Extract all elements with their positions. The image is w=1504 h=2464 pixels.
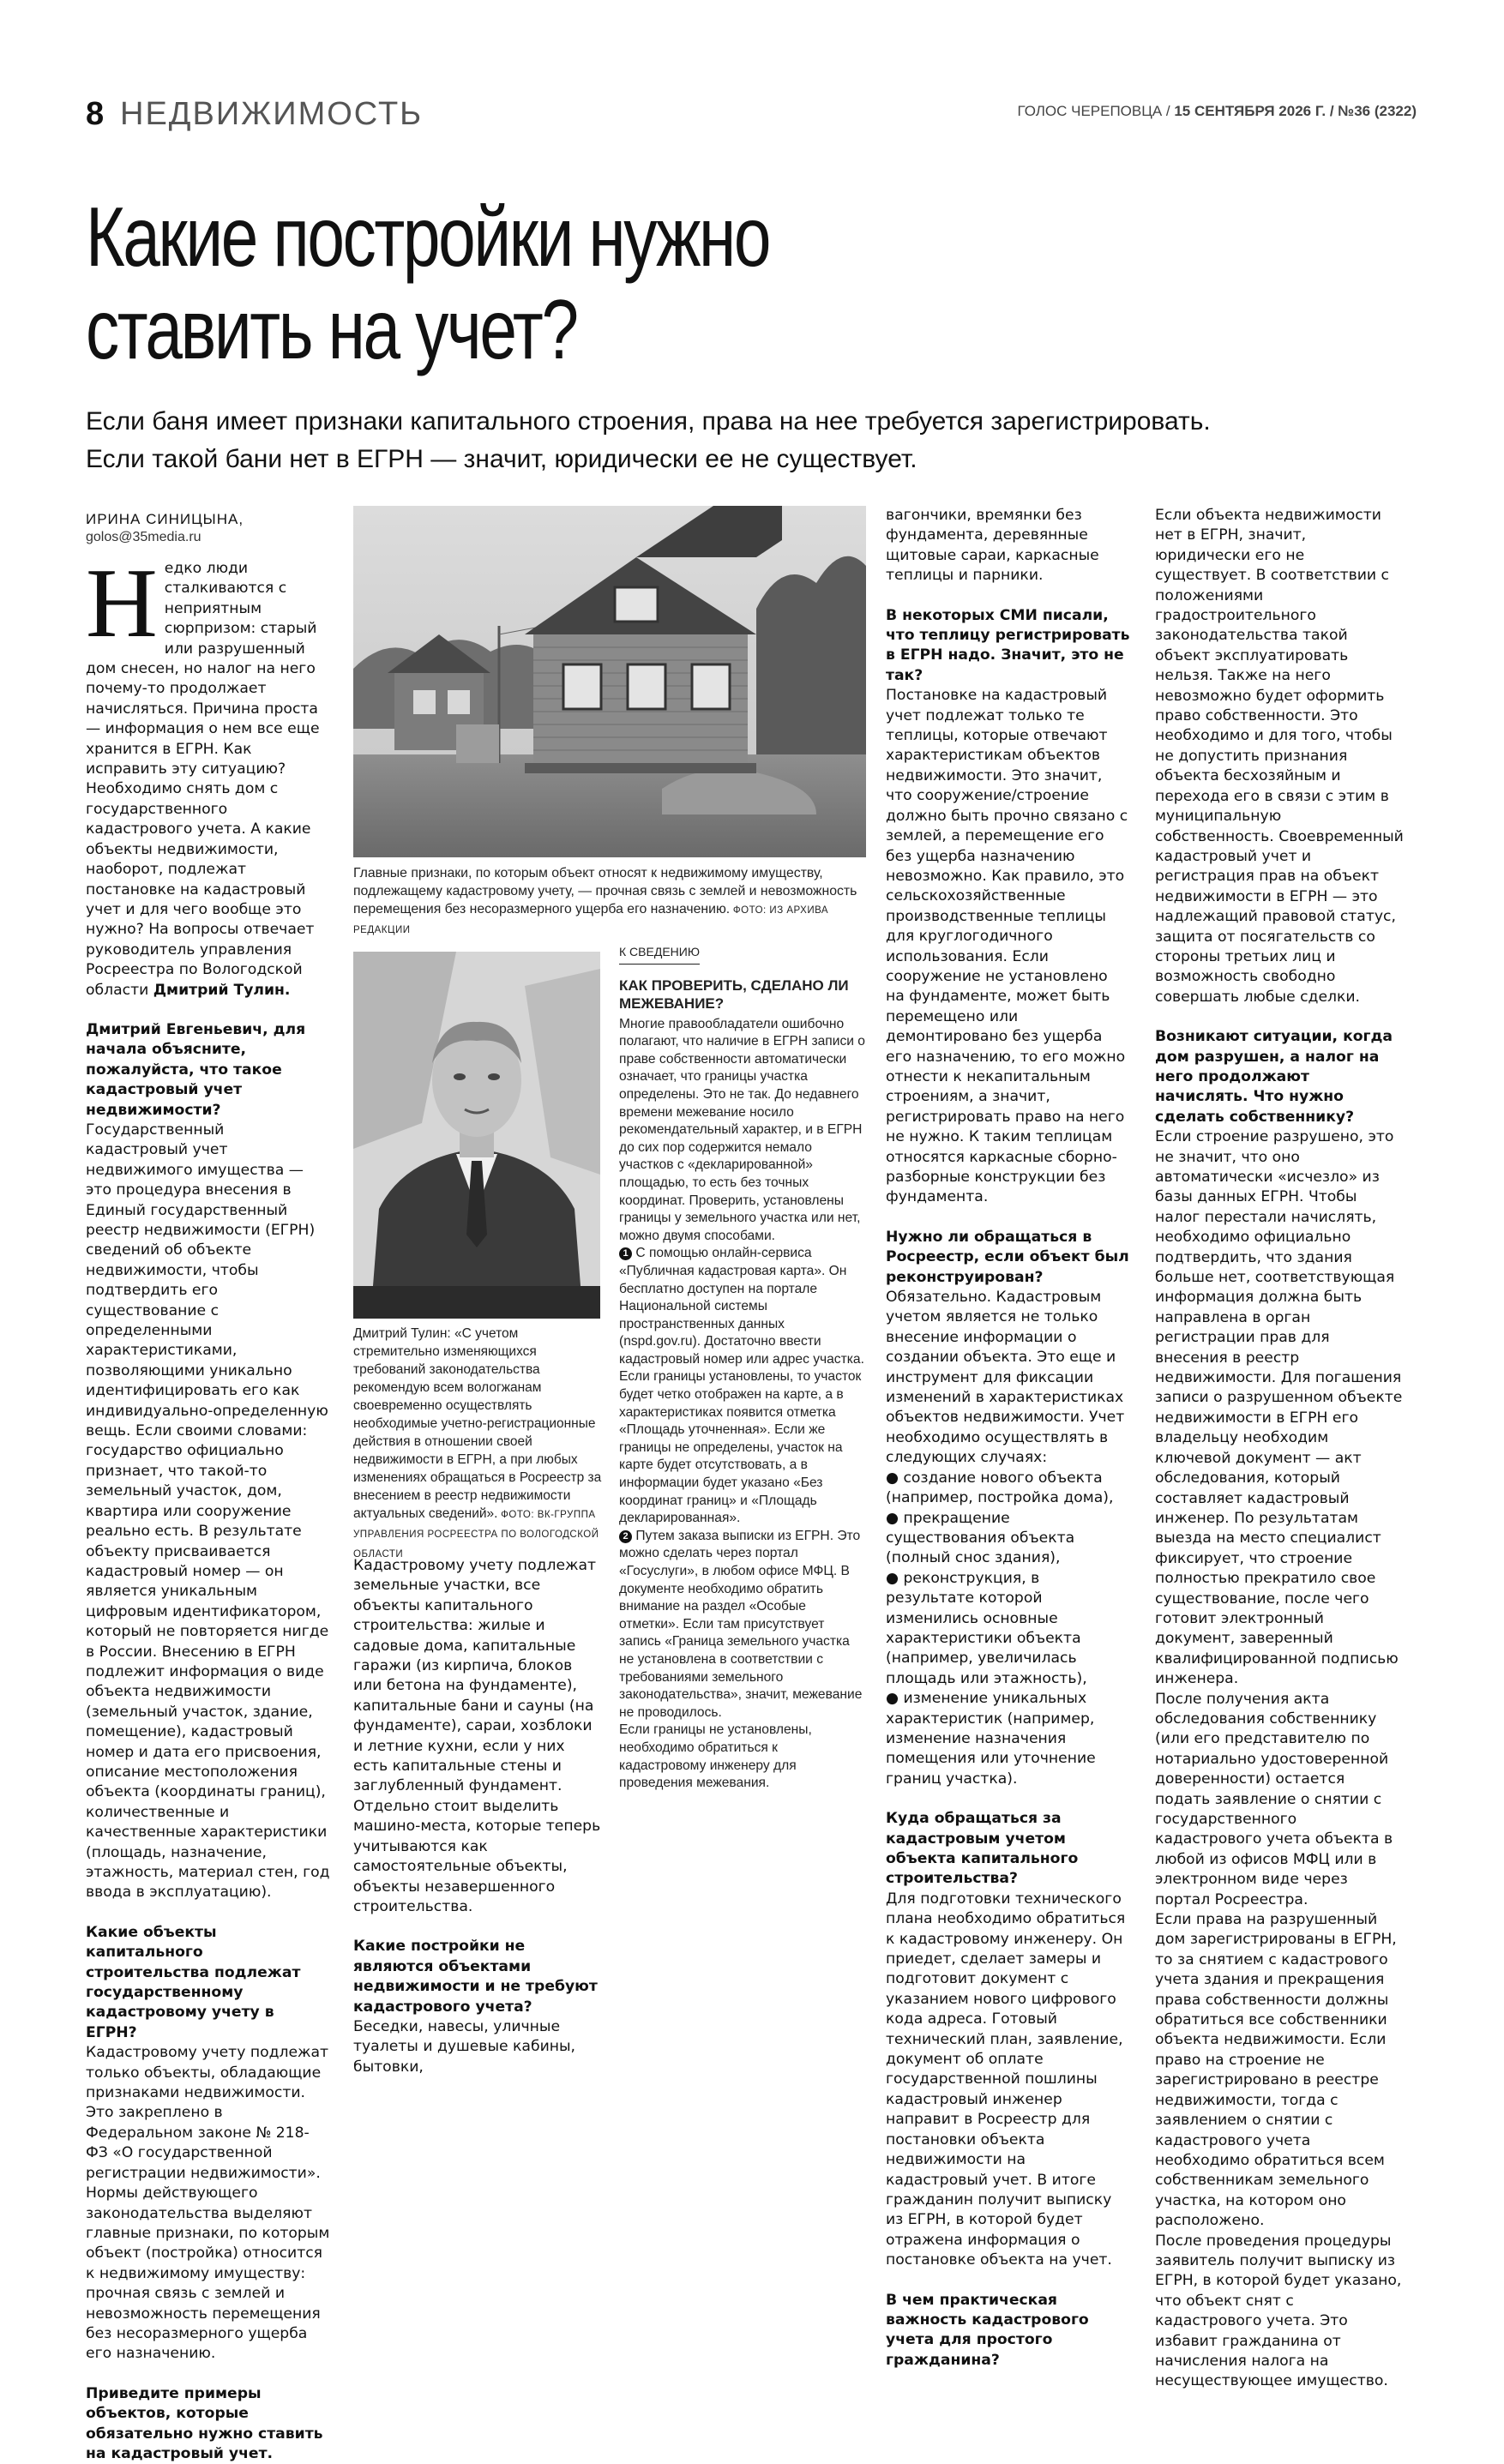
number-marker: 1: [619, 1247, 632, 1260]
question: Нужно ли обращаться в Росреестр, если объект был реконструирован?: [886, 1228, 1129, 1286]
answer: После проведения процедуры заявитель получит выписку из ЕГРН, в которой будет указано, что объект снят с кадастрового учета. Это избавит гражданина от начисления налога на несуществующее имущество.: [1155, 2232, 1402, 2390]
bullet-item: ● изменение уникальных характеристик (например, изменение назначения помещения или уточнение границ участка).: [886, 1690, 1096, 1788]
publication-info: [1017, 103, 1417, 120]
photo-credit: ФОТО: ВК-ГРУППА УПРАВЛЕНИЯ РОСРЕЕСТРА ПО ВОЛОГОДСКОЙ ОБЛАСТИ: [353, 1510, 599, 1560]
sidebar-paragraph: Многие правообладатели ошибочно полагают, что наличие в ЕГРН записи о праве собственности автоматически означает, что границы участка определены. Это не так. До недавнего времени межевание носило рекомендательный характер, и в ЕГРН до сих пор содержится немало участков с «декларированной» площадью, то есть без точных координат. Проверить, установлены границы у земельного участка или нет, можно двумя способами.: [619, 1016, 865, 1243]
question: Приведите примеры объектов, которые обязательно нужно ставить на кадастровый учет.: [86, 2384, 323, 2462]
lead-line: Если такой бани нет в ЕГРН — значит, юридически ее не существует.: [86, 445, 917, 473]
answer: Беседки, навесы, уличные туалеты и душевые кабины, бытовки,: [353, 2017, 576, 2076]
portrait-photo-caption: Дмитрий Тулин: «С учетом стремительно изменяющихся требований законодательства рекомендую всем вологжанам своевременно осуществлять необходимые учетно-регистрационные действия в отношении своей недвижимости в ЕГРН, а при любых изменениях обращаться в Росреестр за внесением в реестр недвижимости актуальных сведений». ФОТО: ВК-ГРУППА УПРАВЛЕНИЯ РОСРЕЕСТРА ПО ВОЛОГОДСКОЙ ОБЛАСТИ: [353, 1326, 602, 1560]
question: Возникают ситуации, когда дом разрушен, а налог на него продолжают начислять. Что нужно сделать собственнику?: [1155, 1028, 1393, 1126]
section-name: НЕДВИЖИМОСТЬ: [120, 96, 424, 132]
answer: Если объекта недвижимости нет в ЕГРН, значит, юридически его не существует. В соответствии с положениями градостроительного законодательства такой объект эксплуатировать нельзя. Также на него невозможно будет оформить право собственности. Это необходимо и для того, чтобы не допустить признания объекта бесхозяйным и перехода его в связи с этим в муниципальную собственность. Своевременный кадастровый учет и регистрация прав на объект недвижимости в ЕГРН — это надлежащий правовой статус, защита от посягательств со стороны третьих лиц и возможность свободно совершать любые сделки.: [1155, 507, 1404, 1006]
column-1: [86, 549, 330, 2464]
column-4: [1155, 506, 1404, 2392]
title-line: Какие постройки нужно: [86, 189, 770, 284]
column-3: [886, 506, 1130, 2371]
answer: Для подготовки технического плана необходимо обратиться к кадастровому инженеру. Он приедет, сделает замеры и подготовит документ с указанием нового цифрового кода адреса. Готовый технический план, заявление, документ об оплате государственной пошлины кадастровый инженер направит в Росреестр для постановки объекта недвижимости на кадастровый учет. В итоге гражданин получит выписку из ЕГРН, в которой будет отражена информация о постановке объекта на учет.: [886, 1890, 1126, 2269]
answer: После получения акта обследования собственнику (или его представителю по нотариально удостоверенной доверенности) остается подать заявление о снятии с государственного кадастрового учета объекта в любой из офисов МФЦ или в электронном виде через портал Росреестра.: [1155, 1690, 1393, 1908]
title-line: ставить на учет?: [86, 282, 577, 376]
answer: Кадастровому учету подлежат земельные участки, все объекты капитального строительства: жилые и садовые дома, капитальные гаражи (из кирпича, блоков или бетона на фундаменте), капитальные бани и сауны (на фундаменте), сараи, хозблоки и летние кухни, если у них есть капитальные стены и заглубленный фундамент. Отдельно стоит выделить машино-места, которые теперь учитываются как самостоятельные объекты, объекты незавершенного строительства.: [353, 1557, 601, 1915]
question: В чем практическая важность кадастрового учета для простого гражданина?: [886, 2291, 1089, 2369]
intro-paragraph: Недко люди сталкиваются с неприятным сюрпризом: старый или разрушенный дом снесен, но налог на него почему-то продолжает начисляться. Причина проста — информация о нем все еще хранится в ЕГРН. Как исправить эту ситуацию? Необходимо снять дом с государственного кадастрового учета. А какие объекты недвижимости, наоборот, подлежат постановке на кадастровый учет и для чего вообще это нужно? На вопросы отвечает руководитель управления Росреестра по Вологодской области Дмитрий Тулин.: [86, 549, 320, 999]
answer: Государственный кадастровый учет недвижимого имущества — это процедура внесения в Единый государственный реестр недвижимости (ЕГРН) сведений об объекте недвижимости, чтобы подтвердить его существование с определенными характеристиками, позволяющими уникально идентифицировать его как индивидуально-определенную вещь. Если своими словами: государство официально признает, что такой-то земельный участок, дом, квартира или сооружение реально есть. В результате объекту присваивается кадастровый номер — он является уникальным цифровым идентификатором, который не повторяется нигде в России. Внесению в ЕГРН подлежит информация о виде объекта недвижимости (земельный участок, здание, помещение), кадастровый номер и дата его присвоения, описание местоположения объекта (координаты границ), количественные и качественные характеристики (площадь, назначение, этажность, материал стен, год ввода в эксплуатацию).: [86, 1121, 330, 1902]
photo-credit: ФОТО: ИЗ АРХИВА РЕДАКЦИИ: [353, 905, 829, 935]
question: Какие объекты капитального строительства подлежат государственному кадастровому учету в ЕГРН?: [86, 1923, 301, 2041]
question: Куда обращаться за кадастровым учетом объекта капитального строительства?: [886, 1810, 1079, 1888]
bullet-item: ● создание нового объекта (например, постройка дома),: [886, 1469, 1114, 1507]
answer: вагончики, времянки без фундамента, деревянные щитовые сараи, каркасные теплицы и парники.: [886, 507, 1099, 585]
article-title: [86, 190, 1115, 376]
answer: Если строение разрушено, это не значит, что оно автоматически «исчезло» из базы данных ЕГРН. Чтобы налог перестали начислять, необходимо официально подтвердить, что здания больше нет, соответствующая информация должна быть направлена в орган регистрации прав для внесения в реестр недвижимости. Для погашения записи о разрушенном объекте недвижимости в ЕГРН его владельцу необходим ключевой документ — акт обследования, который составляет кадастровый инженер. По результатам выезда на место специалист фиксирует, что строение полностью прекратило свое существование, после чего готовит электронный документ, заверенный квалифицированной подписью инженера.: [1155, 1128, 1403, 1688]
answer: Кадастровому учету подлежат только объекты, обладающие признаками недвижимости. Это закреплено в Федеральном законе № 218-ФЗ «О государственной регистрации недвижимости». Нормы действующего законодательства выделяют главные признаки, по которым объект (постройка) относится к недвижимому имуществу: прочная связь с землей и невозможность перемещения без несоразмерного ущерба его назначению.: [86, 2044, 330, 2363]
answer: Постановке на кадастровый учет подлежат только те теплицы, которые отвечают характеристикам объектов недвижимости. Это значит, что сооружение/строение должно быть прочно связано с землей, а перемещение его без ущерба назначению невозможно. Как правило, это сельскохозяйственные производственные теплицы для круглогодичного использования. Если сооружение не установлено на фундаменте, может быть перемещено или демонтировано без ущерба его назначению, то его можно отнести к некапитальным строениям, а значит, регистрировать право на него не нужно. К таким теплицам относятся каркасные сборно-разборные конструкции без фундамента.: [886, 687, 1128, 1206]
sidebar-tag: К СВЕДЕНИЮ: [619, 943, 700, 965]
question: В некоторых СМИ писали, что теплицу регистрировать в ЕГРН надо. Значит, это не так?: [886, 606, 1130, 684]
question: Какие постройки не являются объектами недвижимости и не требуют кадастрового учета?: [353, 1938, 598, 2016]
issue-date: 15 СЕНТЯБРЯ 2026 Г.: [1174, 103, 1327, 119]
answer: Обязательно. Кадастровым учетом является не только внесение информации о создании объекта. Это еще и инструмент для фиксации изменений в характеристиках объектов недвижимости. Учет необходимо осуществлять в следующих случаях:: [886, 1289, 1125, 1467]
bullet-item: ● реконструкция, в результате которой изменились основные характеристики объекта (например, увеличилась площадь или этажность),: [886, 1569, 1087, 1687]
article-lead: [86, 403, 1423, 478]
sidebar-title: КАК ПРОВЕРИТЬ, СДЕЛАНО ЛИ МЕЖЕВАНИЕ?: [619, 977, 849, 1012]
answer: Если права на разрушенный дом зарегистрированы в ЕГРН, то за снятием с кадастрового учета здания и прекращения права собственности должны обратиться все собственники объекта недвижимости. Если право на строение не зарегистрировано в реестре недвижимости, тогда с заявлением о снятии с кадастрового учета необходимо обратиться всем собственникам земельного участка, на котором оно расположено.: [1155, 1911, 1397, 2230]
info-sidebar: [619, 943, 866, 1793]
drop-cap: Н: [86, 549, 158, 658]
interviewee-name: Дмитрий Тулин.: [153, 981, 291, 999]
column-2: [353, 1556, 602, 2077]
sidebar-paragraph: 1 С помощью онлайн-сервиса «Публичная кадастровая карта». Он бесплатно доступен на портале Национальной системы пространственных данных (nspd.gov.ru). Достаточно ввести кадастровый номер или адрес участка. Если границы установлены, то участок будет четко отображен на карте, а в характеристиках появится отметка «Площадь уточненная». Если же границы не определены, участок на карте будет отсутствовать, а в информации будет указано «Без координат границ» и «Площадь декларированная».: [619, 1246, 864, 1526]
bullet-item: ● прекращение существования объекта (полный снос здания),: [886, 1509, 1075, 1567]
portrait-photo: [353, 952, 600, 1319]
house-photo: [353, 506, 866, 857]
portrait-image: [353, 952, 600, 1319]
publication-name: ГОЛОС ЧЕРЕПОВЦА /: [1017, 103, 1175, 119]
house-photo-caption: Главные признаки, по которым объект относят к недвижимому имуществу, подлежащему кадастровому учету, — прочная связь с землей и невозможность перемещения без несоразмерного ущерба его назначению. ФОТО: ИЗ АРХИВА РЕДАКЦИИ: [353, 866, 857, 935]
issue-number: / №36 (2322): [1326, 103, 1417, 119]
sidebar-paragraph: 2 Путем заказа выписки из ЕГРН. Это можно сделать через портал «Госуслуги», в любом офисе МФЦ. В документе необходимо обратить внимание на раздел «Особые отметки». Если там присутствует запись «Граница земельного участка не установлена в соответствии с требованиями земельного законодательства», значит, межевание не проводилось.: [619, 1528, 863, 1720]
question: Дмитрий Евгеньевич, для начала объясните, пожалуйста, что такое кадастровый учет недвижимости?: [86, 1020, 306, 1119]
page-number: 8: [86, 96, 105, 132]
lead-line: Если баня имеет признаки капитального строения, права на нее требуется зарегистрировать.: [86, 407, 1211, 436]
house-image: [353, 506, 866, 857]
author-name: ИРИНА СИНИЦЫНА,: [86, 511, 244, 527]
author-email: golos@35media.ru: [86, 530, 202, 544]
number-marker: 2: [619, 1530, 632, 1543]
sidebar-paragraph: Если границы не установлены, необходимо обратиться к кадастровому инженеру для проведения межевания.: [619, 1722, 812, 1791]
